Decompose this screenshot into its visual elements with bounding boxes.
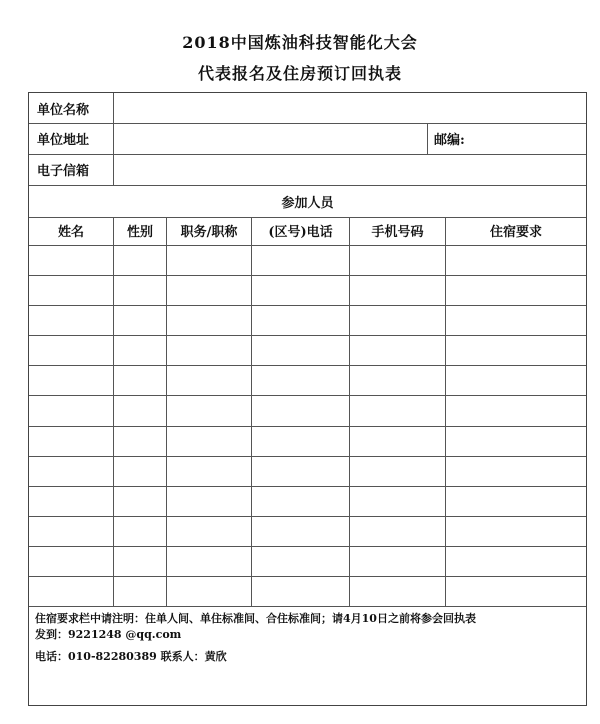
table-row-divider — [29, 305, 586, 306]
unit-address-field[interactable] — [114, 124, 426, 154]
table-cell[interactable] — [30, 306, 112, 334]
table-cell[interactable] — [115, 246, 165, 274]
postcode-label: 邮编: — [434, 133, 465, 148]
table-cell[interactable] — [30, 547, 112, 575]
table-cell[interactable] — [351, 487, 444, 515]
table-cell[interactable] — [351, 336, 444, 364]
table-cell[interactable] — [447, 487, 585, 515]
table-cell[interactable] — [351, 427, 444, 455]
divider — [29, 185, 586, 186]
table-cell[interactable] — [253, 517, 348, 545]
table-cell[interactable] — [115, 577, 165, 605]
table-cell[interactable] — [253, 487, 348, 515]
table-cell[interactable] — [168, 427, 250, 455]
table-cell[interactable] — [115, 336, 165, 364]
table-row-divider — [29, 275, 586, 276]
table-cell[interactable] — [253, 276, 348, 304]
table-cell[interactable] — [447, 396, 585, 424]
column-header-mobile: 手机号码 — [371, 225, 424, 240]
table-cell[interactable] — [351, 246, 444, 274]
table-cell[interactable] — [253, 336, 348, 364]
postcode-divider — [427, 123, 428, 154]
table-cell[interactable] — [351, 306, 444, 334]
table-cell[interactable] — [253, 427, 348, 455]
table-cell[interactable] — [168, 547, 250, 575]
table-cell[interactable] — [30, 517, 112, 545]
table-row-divider — [29, 576, 586, 577]
table-cell[interactable] — [351, 547, 444, 575]
table-cell[interactable] — [115, 427, 165, 455]
table-cell[interactable] — [351, 517, 444, 545]
table-cell[interactable] — [168, 246, 250, 274]
table-cell[interactable] — [30, 396, 112, 424]
table-cell[interactable] — [168, 487, 250, 515]
table-cell[interactable] — [168, 336, 250, 364]
table-cell[interactable] — [115, 487, 165, 515]
table-cell[interactable] — [351, 396, 444, 424]
table-cell[interactable] — [253, 577, 348, 605]
table-row-divider — [29, 335, 586, 336]
table-cell[interactable] — [253, 547, 348, 575]
email-field[interactable] — [114, 155, 586, 185]
table-cell[interactable] — [30, 366, 112, 394]
table-cell[interactable] — [447, 547, 585, 575]
divider — [29, 606, 586, 607]
table-cell[interactable] — [253, 366, 348, 394]
table-cell[interactable] — [115, 366, 165, 394]
table-cell[interactable] — [30, 276, 112, 304]
table-cell[interactable] — [351, 457, 444, 485]
table-cell[interactable] — [168, 306, 250, 334]
table-cell[interactable] — [30, 487, 112, 515]
table-cell[interactable] — [115, 547, 165, 575]
table-cell[interactable] — [253, 396, 348, 424]
table-cell[interactable] — [115, 457, 165, 485]
table-cell[interactable] — [253, 246, 348, 274]
table-cell[interactable] — [115, 396, 165, 424]
email-label: 电子信箱 — [37, 164, 90, 179]
table-cell[interactable] — [351, 577, 444, 605]
table-cell[interactable] — [168, 366, 250, 394]
unit-name-label: 单位名称 — [37, 103, 90, 118]
table-cell[interactable] — [351, 366, 444, 394]
table-cell[interactable] — [30, 246, 112, 274]
table-cell[interactable] — [447, 457, 585, 485]
document-subtitle: 代表报名及住房预订回执表 — [197, 64, 402, 83]
notes-line-1: 住宿要求栏中请注明：住单人间、单住标准间、合住标准间；请4月10日之前将参会回执表 — [35, 612, 476, 625]
table-cell[interactable] — [168, 577, 250, 605]
table-cell[interactable] — [115, 276, 165, 304]
table-cell[interactable] — [168, 396, 250, 424]
table-row-divider — [29, 456, 586, 457]
registration-form — [28, 92, 587, 706]
unit-address-label: 单位地址 — [37, 133, 90, 148]
notes-line-3: 电话：010-82280389 联系人：黄欣 — [35, 650, 227, 663]
participants-header: 参加人员 — [281, 196, 334, 211]
table-cell[interactable] — [447, 276, 585, 304]
table-cell[interactable] — [168, 517, 250, 545]
table-cell[interactable] — [447, 306, 585, 334]
table-cell[interactable] — [30, 336, 112, 364]
column-header-position: 职务/职称 — [180, 225, 238, 240]
table-cell[interactable] — [447, 366, 585, 394]
postcode-field[interactable] — [474, 124, 584, 154]
column-header-accommodation: 住宿要求 — [489, 225, 542, 240]
table-cell[interactable] — [447, 577, 585, 605]
table-cell[interactable] — [168, 276, 250, 304]
table-cell[interactable] — [253, 306, 348, 334]
table-cell[interactable] — [447, 427, 585, 455]
table-cell[interactable] — [447, 517, 585, 545]
table-row-divider — [29, 426, 586, 427]
column-header-name: 姓名 — [57, 225, 84, 240]
table-row-divider — [29, 486, 586, 487]
unit-name-field[interactable] — [114, 93, 586, 123]
table-cell[interactable] — [447, 246, 585, 274]
table-cell[interactable] — [351, 276, 444, 304]
column-header-gender: 性别 — [126, 225, 153, 240]
table-cell[interactable] — [115, 306, 165, 334]
table-cell[interactable] — [30, 457, 112, 485]
table-row-divider — [29, 516, 586, 517]
table-cell[interactable] — [115, 517, 165, 545]
table-cell[interactable] — [30, 577, 112, 605]
column-header-phone: (区号)电话 — [268, 225, 333, 240]
table-cell[interactable] — [447, 336, 585, 364]
table-row-divider — [29, 395, 586, 396]
table-cell[interactable] — [253, 457, 348, 485]
document-title: 2018中国炼油科技智能化大会 — [182, 33, 418, 52]
table-row-divider — [29, 546, 586, 547]
table-cell[interactable] — [168, 457, 250, 485]
table-row-divider — [29, 365, 586, 366]
notes-line-2: 发到：9221248 @qq.com — [35, 628, 182, 641]
table-cell[interactable] — [30, 427, 112, 455]
